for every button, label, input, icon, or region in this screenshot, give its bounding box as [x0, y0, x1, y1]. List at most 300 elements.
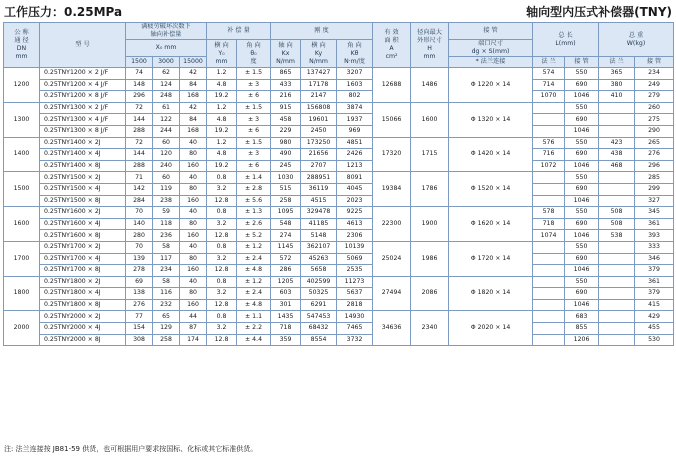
kx-cell: 718: [271, 323, 301, 335]
dn-cell: 1500: [4, 172, 40, 207]
x0-1500-cell: 69: [126, 276, 153, 288]
ktheta-cell: 2023: [337, 195, 373, 207]
model-cell: 0.25TNY1200 × 2 J/F: [40, 68, 126, 80]
length-tube-cell: 550: [565, 137, 599, 149]
ktheta-cell: 1213: [337, 160, 373, 172]
x0-15000-cell: 160: [180, 160, 207, 172]
x0-3000-cell: 232: [153, 299, 180, 311]
length-flange-cell: [533, 265, 565, 277]
x0-15000-cell: 80: [180, 253, 207, 265]
length-tube-cell: 683: [565, 311, 599, 323]
kx-cell: 286: [271, 265, 301, 277]
y0-cell: 12.8: [207, 230, 237, 242]
ky-cell: 173250: [301, 137, 337, 149]
x0-1500-cell: 280: [126, 230, 153, 242]
length-flange-cell: [533, 253, 565, 265]
ktheta-cell: 14930: [337, 311, 373, 323]
weight-tube-cell: 530: [635, 334, 674, 346]
ktheta-cell: 5069: [337, 253, 373, 265]
kx-cell: 1145: [271, 241, 301, 253]
weight-flange-cell: 538: [599, 230, 635, 242]
y0-cell: 4.8: [207, 79, 237, 91]
y0-cell: 19.2: [207, 125, 237, 137]
ky-cell: 2450: [301, 125, 337, 137]
theta0-cell: ± 3: [237, 114, 271, 126]
weight-tube-cell: 299: [635, 183, 674, 195]
length-tube-cell: 690: [565, 288, 599, 300]
length-flange-cell: 1070: [533, 91, 565, 103]
kx-cell: 865: [271, 68, 301, 80]
weight-tube-cell: 345: [635, 207, 674, 219]
x0-15000-cell: 84: [180, 114, 207, 126]
weight-tube-cell: 379: [635, 288, 674, 300]
x0-3000-cell: 122: [153, 114, 180, 126]
x0-15000-cell: 174: [180, 334, 207, 346]
area-cell: 17320: [373, 137, 411, 172]
y0-cell: 1.2: [207, 137, 237, 149]
dn-cell: 1200: [4, 68, 40, 103]
dn-cell: 1800: [4, 276, 40, 311]
table-row: [4, 253, 674, 265]
weight-tube-cell: 296: [635, 160, 674, 172]
table-row: [4, 334, 674, 346]
table-row: [4, 230, 674, 242]
weight-tube-cell: 346: [635, 253, 674, 265]
x0-1500-cell: 139: [126, 253, 153, 265]
length-tube-cell: 1046: [565, 160, 599, 172]
theta0-cell: ± 1.3: [237, 207, 271, 219]
length-flange-cell: [533, 288, 565, 300]
table-row: [4, 265, 674, 277]
x0-15000-cell: 160: [180, 195, 207, 207]
x0-1500-cell: 70: [126, 207, 153, 219]
weight-flange-cell: [599, 183, 635, 195]
x0-1500-cell: 72: [126, 137, 153, 149]
model-cell: 0.25TNY1600 × 8J: [40, 230, 126, 242]
outer-dim-cell: 1986: [411, 241, 449, 276]
length-flange-cell: [533, 334, 565, 346]
weight-flange-cell: [599, 299, 635, 311]
y0-cell: 0.8: [207, 241, 237, 253]
length-flange-cell: [533, 102, 565, 114]
weight-tube-cell: 279: [635, 91, 674, 103]
col-cycles-1500: 1500: [126, 57, 153, 68]
length-tube-cell: 1206: [565, 334, 599, 346]
weight-flange-cell: 438: [599, 149, 635, 161]
x0-3000-cell: 60: [153, 172, 180, 184]
x0-3000-cell: 240: [153, 160, 180, 172]
pressure-label: 工作压力：0.25MPa: [4, 5, 123, 19]
weight-tube-cell: 275: [635, 114, 674, 126]
model-cell: 0.25TNY1600 × 4J: [40, 218, 126, 230]
table-row: [4, 160, 674, 172]
weight-flange-cell: 410: [599, 91, 635, 103]
dn-cell: 1600: [4, 207, 40, 242]
ktheta-cell: 10139: [337, 241, 373, 253]
kx-cell: 1205: [271, 276, 301, 288]
kx-cell: 274: [271, 230, 301, 242]
weight-tube-cell: 361: [635, 276, 674, 288]
length-flange-cell: [533, 323, 565, 335]
x0-1500-cell: 144: [126, 149, 153, 161]
weight-flange-cell: 380: [599, 79, 635, 91]
table-row: [4, 311, 674, 323]
theta0-cell: ± 4.4: [237, 334, 271, 346]
model-cell: 0.25TNY1800 × 8J: [40, 299, 126, 311]
col-dn: 公 称 通 径 DN mm: [4, 23, 40, 68]
kx-cell: 1435: [271, 311, 301, 323]
y0-cell: 4.8: [207, 114, 237, 126]
model-cell: 0.25TNY1200 × 8 J/F: [40, 91, 126, 103]
ky-cell: 41185: [301, 218, 337, 230]
outer-dim-cell: 2340: [411, 311, 449, 346]
length-tube-cell: 550: [565, 207, 599, 219]
x0-1500-cell: 140: [126, 218, 153, 230]
x0-3000-cell: 117: [153, 253, 180, 265]
ktheta-cell: 4613: [337, 218, 373, 230]
kx-cell: 915: [271, 102, 301, 114]
area-cell: 22300: [373, 207, 411, 242]
model-cell: 0.25TNY1200 × 4 J/F: [40, 79, 126, 91]
x0-3000-cell: 58: [153, 276, 180, 288]
area-cell: 34636: [373, 311, 411, 346]
theta0-cell: ± 5.6: [237, 195, 271, 207]
x0-3000-cell: 238: [153, 195, 180, 207]
weight-flange-cell: 365: [599, 68, 635, 80]
col-stiff-ang: 角 向 Kθ N·m/度: [337, 40, 373, 68]
ky-cell: 45263: [301, 253, 337, 265]
ky-cell: 17178: [301, 79, 337, 91]
pipe-size-cell: Φ 2020 × 14: [449, 311, 533, 346]
col-cycles-3000: 3000: [153, 57, 180, 68]
length-flange-cell: [533, 172, 565, 184]
y0-cell: 3.2: [207, 323, 237, 335]
kx-cell: 572: [271, 253, 301, 265]
kx-cell: 548: [271, 218, 301, 230]
weight-tube-cell: 361: [635, 218, 674, 230]
length-tube-cell: 690: [565, 218, 599, 230]
ktheta-cell: 3207: [337, 68, 373, 80]
y0-cell: 3.2: [207, 253, 237, 265]
ktheta-cell: 3874: [337, 102, 373, 114]
length-tube-cell: 690: [565, 114, 599, 126]
area-cell: 27494: [373, 276, 411, 311]
length-tube-cell: 550: [565, 68, 599, 80]
table-row: [4, 137, 674, 149]
model-cell: 0.25TNY2000 × 2J: [40, 311, 126, 323]
ky-cell: 6291: [301, 299, 337, 311]
outer-dim-cell: 1600: [411, 102, 449, 137]
ky-cell: 2707: [301, 160, 337, 172]
model-cell: 0.25TNY1400 × 4J: [40, 149, 126, 161]
outer-dim-cell: 1715: [411, 137, 449, 172]
weight-tube-cell: 333: [635, 241, 674, 253]
x0-1500-cell: 142: [126, 183, 153, 195]
x0-3000-cell: 60: [153, 137, 180, 149]
x0-3000-cell: 124: [153, 79, 180, 91]
y0-cell: 4.8: [207, 149, 237, 161]
theta0-cell: ± 1.5: [237, 68, 271, 80]
weight-flange-cell: [599, 265, 635, 277]
kx-cell: 1030: [271, 172, 301, 184]
ktheta-cell: 969: [337, 125, 373, 137]
ktheta-cell: 2306: [337, 230, 373, 242]
x0-15000-cell: 84: [180, 79, 207, 91]
col-flange-conn: * 法兰连接: [449, 57, 533, 68]
y0-cell: 1.2: [207, 68, 237, 80]
theta0-cell: ± 2.4: [237, 288, 271, 300]
length-flange-cell: 1072: [533, 160, 565, 172]
x0-3000-cell: 129: [153, 323, 180, 335]
ktheta-cell: 4851: [337, 137, 373, 149]
weight-tube-cell: 429: [635, 311, 674, 323]
length-tube-cell: 550: [565, 172, 599, 184]
model-cell: 0.25TNY1700 × 8J: [40, 265, 126, 277]
kx-cell: 1095: [271, 207, 301, 219]
weight-tube-cell: 393: [635, 230, 674, 242]
ky-cell: 5658: [301, 265, 337, 277]
x0-15000-cell: 40: [180, 241, 207, 253]
theta0-cell: ± 3: [237, 149, 271, 161]
x0-1500-cell: 148: [126, 79, 153, 91]
ky-cell: 137427: [301, 68, 337, 80]
table-row: [4, 276, 674, 288]
col-length-tube: 接 管: [565, 57, 599, 68]
col-pipe-sub: 端口尺寸 dg × S(mm): [449, 40, 533, 57]
ktheta-cell: 9225: [337, 207, 373, 219]
x0-3000-cell: 236: [153, 230, 180, 242]
x0-15000-cell: 160: [180, 230, 207, 242]
col-pipe: 接 管: [449, 23, 533, 40]
weight-flange-cell: [599, 241, 635, 253]
theta0-cell: ± 4.8: [237, 299, 271, 311]
length-flange-cell: [533, 276, 565, 288]
ky-cell: 21656: [301, 149, 337, 161]
page-header: [4, 3, 672, 21]
ktheta-cell: 3732: [337, 334, 373, 346]
x0-1500-cell: 70: [126, 241, 153, 253]
x0-3000-cell: 116: [153, 288, 180, 300]
table-row: [4, 91, 674, 103]
x0-15000-cell: 44: [180, 311, 207, 323]
outer-dim-cell: 2086: [411, 276, 449, 311]
weight-flange-cell: 468: [599, 160, 635, 172]
kx-cell: 301: [271, 299, 301, 311]
x0-15000-cell: 168: [180, 91, 207, 103]
theta0-cell: ± 2.8: [237, 183, 271, 195]
length-flange-cell: [533, 311, 565, 323]
length-flange-cell: 718: [533, 218, 565, 230]
y0-cell: 3.2: [207, 288, 237, 300]
col-stiff-lat: 横 向 Ky N/mm: [301, 40, 337, 68]
x0-15000-cell: 40: [180, 172, 207, 184]
ktheta-cell: 11273: [337, 276, 373, 288]
col-outer: 径向最大 外形尺寸 H mm: [411, 23, 449, 68]
pipe-size-cell: Φ 1620 × 14: [449, 207, 533, 242]
theta0-cell: ± 1.4: [237, 172, 271, 184]
weight-flange-cell: 508: [599, 207, 635, 219]
x0-1500-cell: 144: [126, 114, 153, 126]
kx-cell: 359: [271, 334, 301, 346]
outer-dim-cell: 1786: [411, 172, 449, 207]
weight-tube-cell: 234: [635, 68, 674, 80]
weight-tube-cell: 285: [635, 172, 674, 184]
spec-table-body: [4, 68, 674, 346]
length-tube-cell: 1046: [565, 125, 599, 137]
model-cell: 0.25TNY1500 × 2J: [40, 172, 126, 184]
x0-15000-cell: 80: [180, 288, 207, 300]
kx-cell: 216: [271, 91, 301, 103]
theta0-cell: ± 5.2: [237, 230, 271, 242]
table-row: [4, 125, 674, 137]
col-stiff: 刚 度: [271, 23, 373, 40]
x0-3000-cell: 120: [153, 149, 180, 161]
x0-3000-cell: 59: [153, 207, 180, 219]
weight-tube-cell: 276: [635, 149, 674, 161]
x0-1500-cell: 74: [126, 68, 153, 80]
x0-15000-cell: 160: [180, 265, 207, 277]
weight-flange-cell: 508: [599, 218, 635, 230]
length-flange-cell: [533, 195, 565, 207]
table-row: [4, 68, 674, 80]
x0-15000-cell: 40: [180, 276, 207, 288]
ktheta-cell: 4045: [337, 183, 373, 195]
theta0-cell: ± 6: [237, 125, 271, 137]
x0-1500-cell: 284: [126, 195, 153, 207]
theta0-cell: ± 3: [237, 79, 271, 91]
col-fatigue-unit: X₀ mm: [126, 40, 207, 57]
y0-cell: 12.8: [207, 195, 237, 207]
col-comp-lat: 横 向 Y₀ mm: [207, 40, 237, 68]
ky-cell: 547453: [301, 311, 337, 323]
y0-cell: 0.8: [207, 311, 237, 323]
ky-cell: 8554: [301, 334, 337, 346]
kx-cell: 433: [271, 79, 301, 91]
dn-cell: 1400: [4, 137, 40, 172]
x0-15000-cell: 40: [180, 207, 207, 219]
model-cell: 0.25TNY1600 × 2J: [40, 207, 126, 219]
theta0-cell: ± 2.6: [237, 218, 271, 230]
pipe-size-cell: Φ 1420 × 14: [449, 137, 533, 172]
ktheta-cell: 2535: [337, 265, 373, 277]
x0-15000-cell: 42: [180, 102, 207, 114]
length-flange-cell: 578: [533, 207, 565, 219]
col-length-flange: 法 兰: [533, 57, 565, 68]
length-tube-cell: 855: [565, 323, 599, 335]
y0-cell: 12.8: [207, 334, 237, 346]
model-cell: 0.25TNY1300 × 2 J/F: [40, 102, 126, 114]
x0-15000-cell: 80: [180, 149, 207, 161]
x0-3000-cell: 65: [153, 311, 180, 323]
length-flange-cell: 574: [533, 68, 565, 80]
ky-cell: 68432: [301, 323, 337, 335]
y0-cell: 0.8: [207, 172, 237, 184]
weight-flange-cell: [599, 195, 635, 207]
model-cell: 0.25TNY2000 × 4J: [40, 323, 126, 335]
col-area: 有 效 面 积 A cm²: [373, 23, 411, 68]
x0-1500-cell: 276: [126, 299, 153, 311]
dn-cell: 2000: [4, 311, 40, 346]
weight-tube-cell: 415: [635, 299, 674, 311]
x0-3000-cell: 58: [153, 241, 180, 253]
weight-flange-cell: [599, 276, 635, 288]
ky-cell: 362107: [301, 241, 337, 253]
ky-cell: 402599: [301, 276, 337, 288]
theta0-cell: ± 4.8: [237, 265, 271, 277]
outer-dim-cell: 1900: [411, 207, 449, 242]
weight-flange-cell: [599, 172, 635, 184]
length-flange-cell: [533, 114, 565, 126]
theta0-cell: ± 6: [237, 160, 271, 172]
weight-tube-cell: 260: [635, 102, 674, 114]
ktheta-cell: 1937: [337, 114, 373, 126]
length-tube-cell: 1046: [565, 91, 599, 103]
table-row: [4, 79, 674, 91]
pipe-size-cell: Φ 1320 × 14: [449, 102, 533, 137]
x0-3000-cell: 244: [153, 125, 180, 137]
length-tube-cell: 1046: [565, 195, 599, 207]
length-flange-cell: 576: [533, 137, 565, 149]
col-weight: 总 重 W(kg): [599, 23, 674, 57]
pipe-size-cell: Φ 1520 × 14: [449, 172, 533, 207]
table-row: [4, 218, 674, 230]
model-cell: 0.25TNY1300 × 4 J/F: [40, 114, 126, 126]
x0-3000-cell: 118: [153, 218, 180, 230]
ky-cell: 19601: [301, 114, 337, 126]
length-flange-cell: 716: [533, 149, 565, 161]
kx-cell: 515: [271, 183, 301, 195]
x0-1500-cell: 296: [126, 91, 153, 103]
x0-15000-cell: 160: [180, 299, 207, 311]
x0-15000-cell: 80: [180, 183, 207, 195]
weight-tube-cell: 265: [635, 137, 674, 149]
length-tube-cell: 550: [565, 102, 599, 114]
ky-cell: 2147: [301, 91, 337, 103]
x0-1500-cell: 288: [126, 160, 153, 172]
x0-3000-cell: 61: [153, 102, 180, 114]
y0-cell: 19.2: [207, 91, 237, 103]
table-row: [4, 149, 674, 161]
pipe-size-cell: Φ 1820 × 14: [449, 276, 533, 311]
ky-cell: 5148: [301, 230, 337, 242]
x0-1500-cell: 288: [126, 125, 153, 137]
table-row: [4, 195, 674, 207]
col-weight-flange: 法 兰: [599, 57, 635, 68]
ky-cell: 36119: [301, 183, 337, 195]
kx-cell: 490: [271, 149, 301, 161]
ky-cell: 288951: [301, 172, 337, 184]
ky-cell: 4515: [301, 195, 337, 207]
weight-flange-cell: [599, 102, 635, 114]
x0-3000-cell: 258: [153, 334, 180, 346]
theta0-cell: ± 6: [237, 91, 271, 103]
x0-3000-cell: 119: [153, 183, 180, 195]
y0-cell: 0.8: [207, 207, 237, 219]
length-tube-cell: 550: [565, 276, 599, 288]
ktheta-cell: 802: [337, 91, 373, 103]
length-flange-cell: 714: [533, 79, 565, 91]
theta0-cell: ± 1.2: [237, 276, 271, 288]
area-cell: 19384: [373, 172, 411, 207]
theta0-cell: ± 1.2: [237, 241, 271, 253]
theta0-cell: ± 1.5: [237, 102, 271, 114]
pipe-size-cell: Φ 1220 × 14: [449, 68, 533, 103]
weight-flange-cell: [599, 253, 635, 265]
x0-1500-cell: 154: [126, 323, 153, 335]
table-row: [4, 183, 674, 195]
ktheta-cell: 2426: [337, 149, 373, 161]
weight-tube-cell: 379: [635, 265, 674, 277]
